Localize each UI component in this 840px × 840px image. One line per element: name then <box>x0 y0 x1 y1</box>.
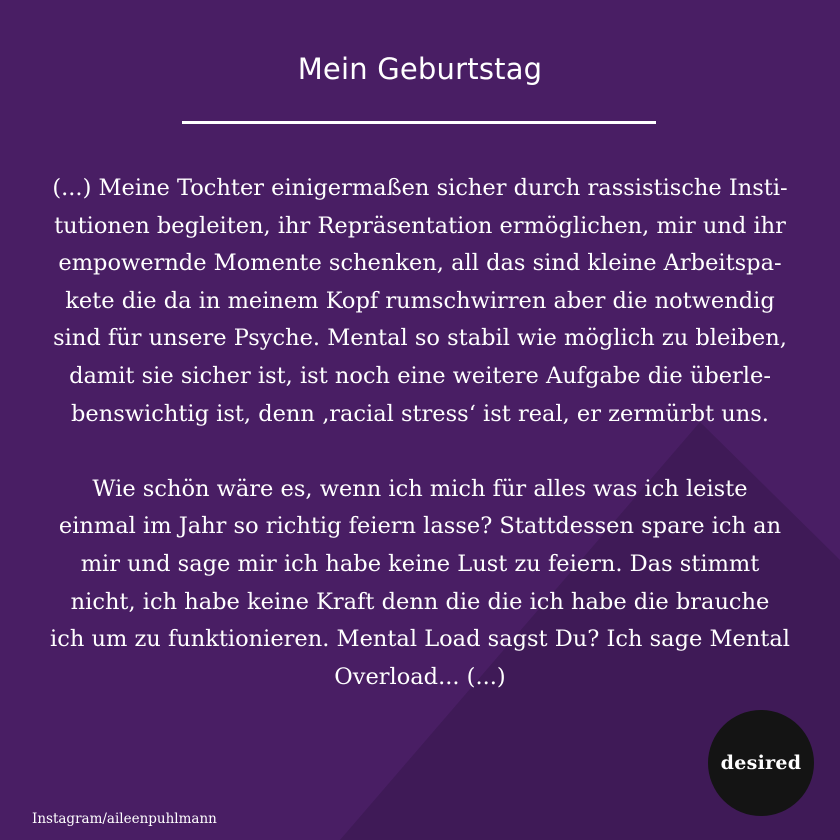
text-line: ich um zu funktionieren. Mental Load sagst Du? Ich sage Mental <box>50 626 790 653</box>
quote-body <box>48 170 792 696</box>
paragraph-2 <box>48 471 792 697</box>
text-line: Wie schön wäre es, wenn ich mich für alles was ich leiste <box>92 475 748 502</box>
logo-text: desired <box>720 752 802 774</box>
text-line: damit sie sicher ist, ist noch eine weitere Aufgabe die überle- <box>69 362 771 389</box>
text-line: benswichtig ist, denn ‚racial stress‘ ist real, er zermürbt uns. <box>71 400 769 427</box>
title-divider <box>182 121 656 124</box>
instagram-credit: Instagram/aileenpuhlmann <box>32 811 217 827</box>
text-line: kete die da in meinem Kopf rumschwirren aber die notwendig <box>65 287 775 314</box>
text-line: sind für unsere Psyche. Mental so stabil wie möglich zu bleiben, <box>53 325 787 352</box>
text-line: Overload... (...) <box>334 663 506 690</box>
page-title: Mein Geburtstag <box>297 52 543 86</box>
desired-logo-badge <box>708 710 814 816</box>
text-line: (...) Meine Tochter einigermaßen sicher durch rassistische Insti- <box>52 175 788 201</box>
paragraph-1 <box>48 170 792 433</box>
text-line: tutionen begleiten, ihr Repräsentation ermöglichen, mir und ihr <box>54 212 786 239</box>
text-line: nicht, ich habe keine Kraft denn die die ich habe die brauche <box>70 588 770 615</box>
text-line: empowernde Momente schenken, all das sind kleine Arbeitspa- <box>58 250 782 277</box>
text-line: mir und sage mir ich habe keine Lust zu feiern. Das stimmt <box>80 550 760 577</box>
text-line: einmal im Jahr so richtig feiern lasse? Stattdessen spare ich an <box>58 513 782 540</box>
